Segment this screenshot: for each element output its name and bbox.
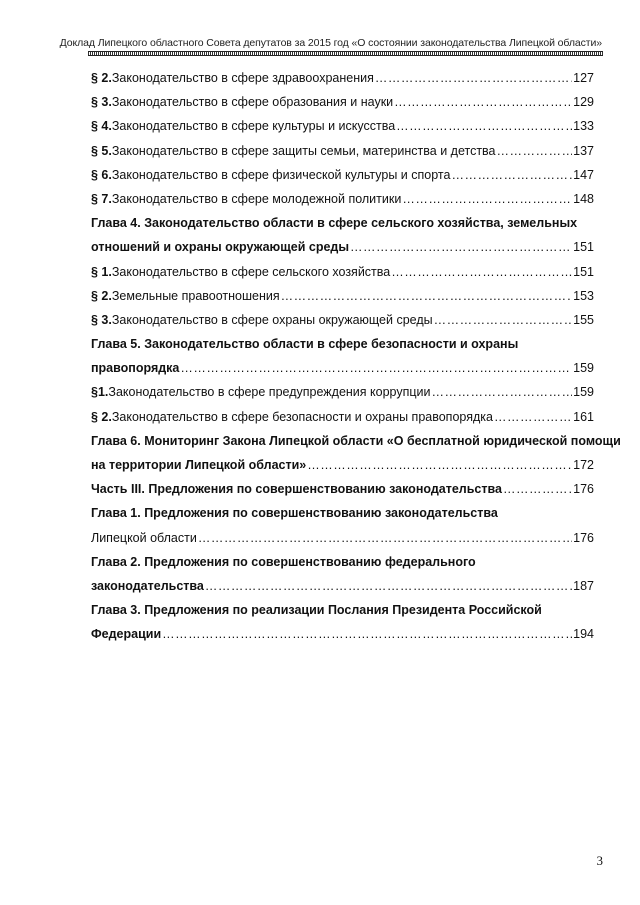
toc-title: Земельные правоотношения (111, 288, 280, 303)
toc-page-number: 151 (573, 264, 594, 279)
leader-dots (432, 380, 573, 404)
section-number: § 2. (91, 288, 112, 303)
toc-page-number: 129 (573, 95, 594, 110)
toc-page-number: 133 (573, 119, 594, 134)
leader-dots (402, 187, 572, 211)
table-of-contents (91, 66, 621, 647)
toc-entry (91, 477, 594, 501)
toc-title: Законодательство в сфере защиты семьи, материнства и детства (111, 143, 496, 158)
toc-entry (91, 187, 594, 211)
toc-title: Законодательство в сфере физической культуры и спорта (111, 167, 451, 182)
toc-entry (91, 139, 594, 163)
toc-heading: законодательства (91, 578, 204, 593)
toc-entry (91, 235, 594, 259)
toc-page-number: 194 (573, 627, 594, 642)
toc-entry (91, 260, 594, 284)
leader-dots (497, 139, 573, 163)
toc-page-number: 153 (573, 288, 594, 303)
toc-heading: Глава 1. Предложения по совершенствованию законодательства (91, 506, 498, 521)
toc-entry (91, 380, 594, 404)
toc-title: Законодательство в сфере молодежной политики (111, 191, 402, 206)
section-number: § 3. (91, 95, 112, 110)
section-number: §1. (91, 385, 109, 400)
toc-entry (91, 574, 594, 598)
leader-dots (162, 622, 572, 646)
toc-entry (91, 453, 594, 477)
leader-dots (394, 90, 572, 114)
section-number: § 1. (91, 264, 112, 279)
toc-heading: Глава 6. Мониторинг Закона Липецкой области «О бесплатной юридической помощи (91, 433, 621, 448)
toc-page-number: 187 (573, 578, 594, 593)
toc-entry (91, 429, 621, 453)
section-number: § 3. (91, 312, 112, 327)
toc-title: Законодательство в сфере безопасности и охраны правопорядка (111, 409, 493, 424)
toc-heading: Часть III. Предложения по совершенствованию законодательства (91, 482, 502, 497)
toc-heading: Глава 2. Предложения по совершенствованию федерального (91, 554, 476, 569)
leader-dots (375, 66, 572, 90)
toc-title: Законодательство в сфере культуры и искусства (111, 119, 396, 134)
leader-dots (451, 163, 572, 187)
toc-page-number: 176 (573, 530, 594, 545)
toc-heading: отношений и охраны окружающей среды (91, 240, 350, 255)
leader-dots (198, 526, 572, 550)
toc-entry (91, 622, 594, 646)
toc-title: Законодательство в сфере образования и науки (111, 95, 394, 110)
toc-page-number: 176 (573, 482, 594, 497)
toc-entry (91, 114, 594, 138)
page-number: 3 (596, 853, 603, 868)
toc-title: Законодательство в сфере сельского хозяйства (111, 264, 391, 279)
toc-heading: Глава 5. Законодательство области в сфере безопасности и охраны (91, 337, 519, 352)
toc-entry (91, 526, 594, 550)
toc-entry (91, 284, 594, 308)
toc-page-number: 148 (573, 191, 594, 206)
toc-entry (91, 356, 594, 380)
section-number: § 2. (91, 409, 112, 424)
toc-entry (91, 90, 594, 114)
leader-dots (180, 356, 572, 380)
toc-page-number: 137 (573, 143, 594, 158)
toc-heading: Глава 3. Предложения по реализации Послания Президента Российской (91, 603, 542, 618)
toc-title: Законодательство в сфере охраны окружающей среды (111, 312, 433, 327)
toc-entry (91, 163, 594, 187)
toc-entry (91, 66, 594, 90)
toc-entry (91, 405, 594, 429)
toc-entry (91, 598, 594, 622)
leader-dots (281, 284, 573, 308)
section-number: § 5. (91, 143, 112, 158)
leader-dots (494, 405, 572, 429)
leader-dots (350, 235, 572, 259)
running-header: Доклад Липецкого областного Совета депутатов за 2015 год «О состоянии законодательства Липецкой области» (59, 37, 602, 49)
toc-entry (91, 211, 594, 235)
header-rule (88, 51, 603, 56)
leader-dots (391, 260, 572, 284)
section-number: § 6. (91, 167, 112, 182)
leader-dots (434, 308, 573, 332)
toc-entry (91, 332, 594, 356)
section-number: § 2. (91, 71, 112, 85)
toc-page-number: 161 (573, 409, 594, 424)
toc-entry (91, 501, 594, 525)
toc-heading: Глава 4. Законодательство области в сфере сельского хозяйства, земельных (91, 216, 578, 231)
toc-entry (91, 550, 594, 574)
toc-heading: на территории Липецкой области» (91, 458, 307, 472)
leader-dots (396, 114, 572, 138)
toc-title: Законодательство в сфере здравоохранения (111, 71, 374, 85)
leader-dots (205, 574, 572, 598)
toc-page-number: 155 (573, 312, 594, 327)
leader-dots (503, 477, 572, 501)
toc-page-number: 172 (573, 458, 594, 472)
toc-page-number: 159 (573, 361, 594, 376)
toc-page-number: 127 (573, 71, 594, 85)
leader-dots (307, 453, 572, 477)
toc-entry (91, 308, 594, 332)
toc-page-number: 151 (573, 240, 594, 255)
toc-heading: Федерации (91, 627, 162, 642)
toc-page-number: 147 (573, 167, 594, 182)
toc-title: Липецкой области (91, 530, 197, 545)
toc-page-number: 159 (573, 385, 594, 400)
section-number: § 7. (91, 191, 112, 206)
toc-title: Законодательство в сфере предупреждения коррупции (108, 385, 431, 400)
section-number: § 4. (91, 119, 112, 134)
toc-heading: правопорядка (91, 361, 180, 376)
